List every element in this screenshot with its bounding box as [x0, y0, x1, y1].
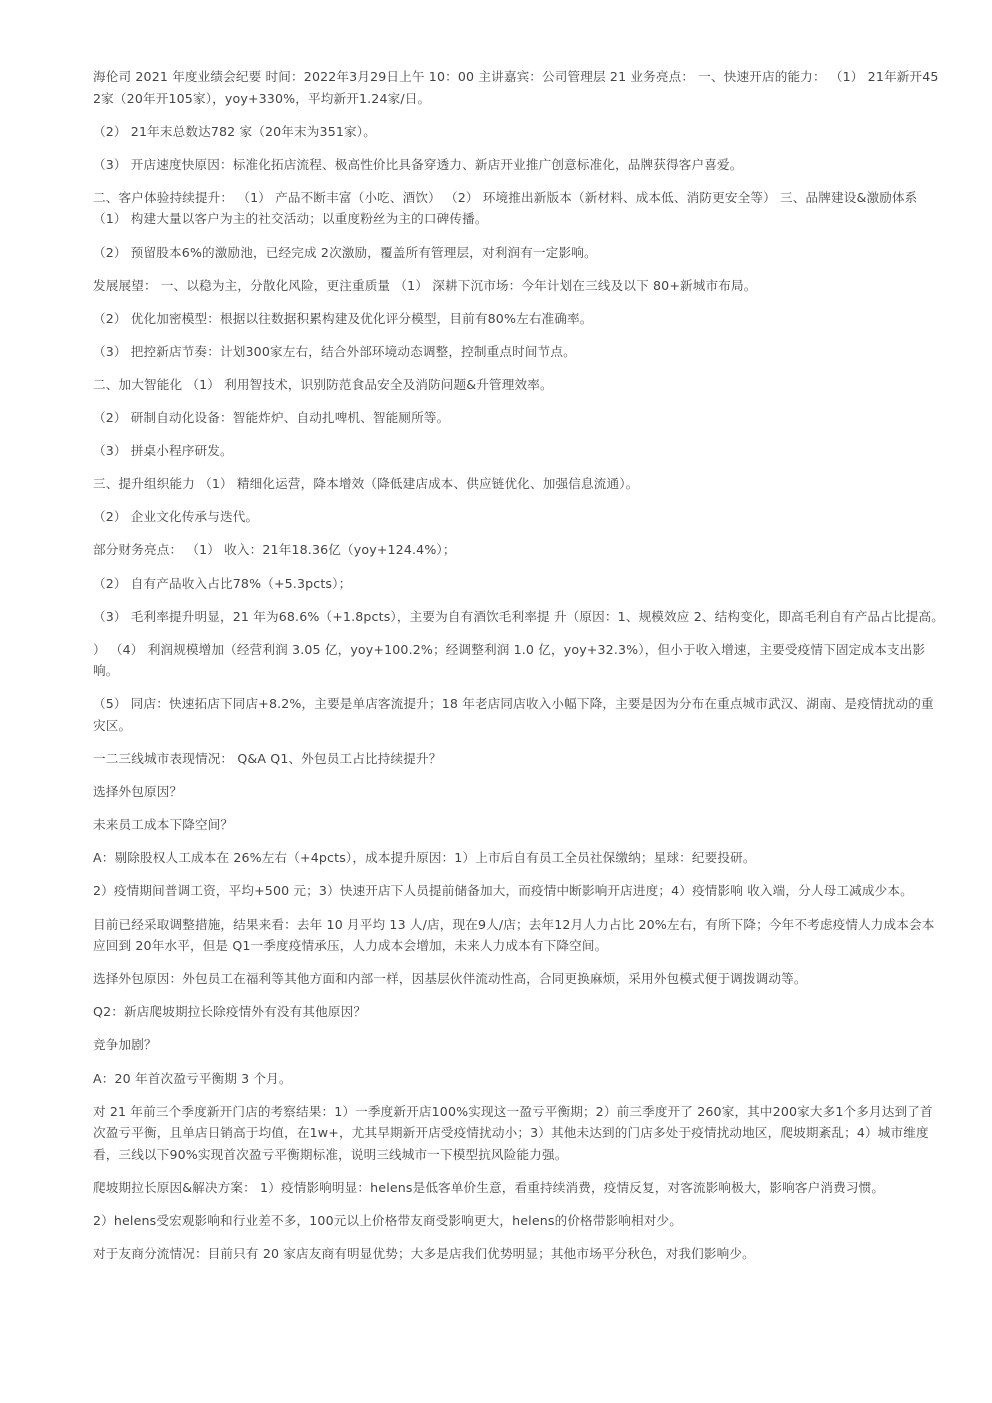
paragraph-density-model: （2） 优化加密模型：根据以往数据积累构建及优化评分模型，目前有80%左右准确率。 — [93, 310, 593, 326]
paragraph-qa-q1: 一二三线城市表现情况： Q&A Q1、外包员工占比持续提升？ — [93, 751, 442, 767]
paragraph-breakeven: A：20 年首次盈亏平衡期 3 个月。 — [93, 1070, 292, 1086]
document-body — [93, 66, 945, 1276]
paragraph-competitor-diversion: 对于友商分流情况：目前只有 20 家店友商有明显优势；大多是店我们优势明显；其他市场平分秋色，对我们影响少。 — [93, 1246, 755, 1262]
paragraph-organization: 三、提升组织能力 （1） 精细化运营，降本增效（降低建店成本、供应链优化、加强信息流通）。 — [93, 476, 639, 492]
paragraph-cost-space-q: 未来员工成本下降空间？ — [93, 817, 234, 833]
paragraph-opening-speed-reason: （3） 开店速度快原因：标准化拓店流程、极高性价比具备穿透力、新店开业推广创意标准化，品牌获得客户喜爱。 — [93, 156, 743, 172]
paragraph-outlook: 发展展望： 一、以稳为主，分散化风险，更注重质量 （1） 深耕下沉市场：今年计划在三线及以下 80+新城市布局。 — [93, 277, 757, 293]
paragraph-mini-program: （3） 拼桌小程序研发。 — [93, 443, 233, 459]
paragraph-ramp-reasons: 爬坡期拉长原因&解决方案： 1）疫情影响明显：helens是低客单价生意，看重持续消费，疫情反复，对客流影响极大，影响客户消费习惯。 — [93, 1179, 885, 1195]
paragraph-own-products: （2） 自有产品收入占比78%（+5.3pcts）； — [93, 575, 352, 591]
paragraph-incentive-pool: （2） 预留股本6%的激励池，已经完成 2次激励，覆盖所有管理层，对利润有一定影响。 — [93, 244, 597, 260]
paragraph-qa-q2: Q2：新店爬坡期拉长除疫情外有没有其他原因？ — [93, 1004, 367, 1020]
paragraph-new-store-pace: （3） 把控新店节奏：计划300家左右，结合外部环境动态调整，控制重点时间节点。 — [93, 343, 576, 359]
paragraph-financial-revenue: 部分财务亮点： （1） 收入：21年18.36亿（yoy+124.4%）； — [93, 542, 456, 558]
paragraph-competition-q: 竞争加剧？ — [93, 1037, 157, 1053]
paragraph-outsource-reason-q: 选择外包原因？ — [93, 784, 183, 800]
paragraph-answer-labor-cost: A：剔除股权人工成本在 26%左右（+4pcts），成本提升原因：1）上市后自有员工全员社保缴纳；星球：纪要投研。 — [93, 850, 756, 866]
paragraph-macro-impact: 2）helens受宏观影响和行业差不多，100元以上价格带友商受影响更大，helens的价格带影响相对少。 — [93, 1212, 683, 1228]
paragraph-intelligence: 二、加大智能化 （1） 利用智技术，识别防范食品安全及消防问题&升管理效率。 — [93, 376, 553, 392]
paragraph-automation: （2） 研制自动化设备：智能炸炉、自动扎啤机、智能厕所等。 — [93, 410, 450, 426]
paragraph-culture: （2） 企业文化传承与迭代。 — [93, 509, 259, 525]
paragraph-store-total: （2） 21年末总数达782 家（20年末为351家）。 — [93, 123, 376, 139]
paragraph-customer-experience: 二、客户体验持续提升： （1） 产品不断丰富（小吃、酒饮） （2） 环境推出新版本（新材料、成本低、消防更安全等） 三、品牌建设&激励体系 （1） 构建大量以客户为主的社交活动；以重度粉丝为主的口碑传播。 — [93, 189, 918, 227]
paragraph-gross-margin: （3） 毛利率提升明显，21 年为68.6%（+1.8pcts），主要为自有酒饮毛利率提 升（原因：1、规模效应 2、结构变化，即高毛利自有产品占比提高。 — [93, 608, 944, 624]
paragraph-same-store: （5） 同店：快速拓店下同店+8.2%，主要是单店客流提升；18 年老店同店收入小幅下降，主要是因为分布在重点城市武汉、湖南、是疫情扰动的重灾区。 — [93, 696, 934, 733]
paragraph-adjustment-measures: 目前已经采取调整措施，结果来看：去年 10 月平均 13 人/店，现在9人/店；去年12月人力占比 20%左右，有所下降；今年不考虑疫情人力成本会本应回到 20年水平，但是 Q1一季度疫情承压，人力成本会增加，未来人力成本有下降空间。 — [93, 916, 935, 954]
paragraph-summary-header: 海伦司 2021 年度业绩会纪要 时间：2022年3月29日上午 10：00 主讲嘉宾：公司管理层 21 业务亮点： 一、快速开店的能力： （1） 21年新开452家（20年开105家），yoy+330%，平均新开1.24家/日。 — [93, 69, 939, 106]
paragraph-profit-scale: ） （4） 利润规模增加（经营利润 3.05 亿，yoy+100.2%；经调整利润 1.0 亿，yoy+32.3%），但小于收入增速，主要受疫情下固定成本支出影响。 — [93, 641, 926, 679]
paragraph-answer-wages: 2）疫情期间普调工资，平均+500 元；3）快速开店下人员提前储备加大，而疫情中断影响开店进度；4）疫情影响 收入端，分人母工减成少本。 — [93, 883, 913, 899]
paragraph-new-store-results: 对 21 年前三个季度新开门店的考察结果：1）一季度新开店100%实现这一盈亏平衡期；2）前三季度开了 260家，其中200家大多1个多月达到了首次盈亏平衡，且单店日销高于均值，在1w+，尤其早期新开店受疫情扰动小；3）其他未达到的门店多处于疫情扰动地区，爬坡期紊乱；4）城市维度看，三线以下90%实现首次盈亏平衡期标准，说明三线城市一下模型抗风险能力强。 — [93, 1103, 933, 1162]
paragraph-outsource-reason-a: 选择外包原因：外包员工在福利等其他方面和内部一样，因基层伙伴流动性高，合同更换麻烦，采用外包模式便于调拨调动等。 — [93, 971, 807, 987]
